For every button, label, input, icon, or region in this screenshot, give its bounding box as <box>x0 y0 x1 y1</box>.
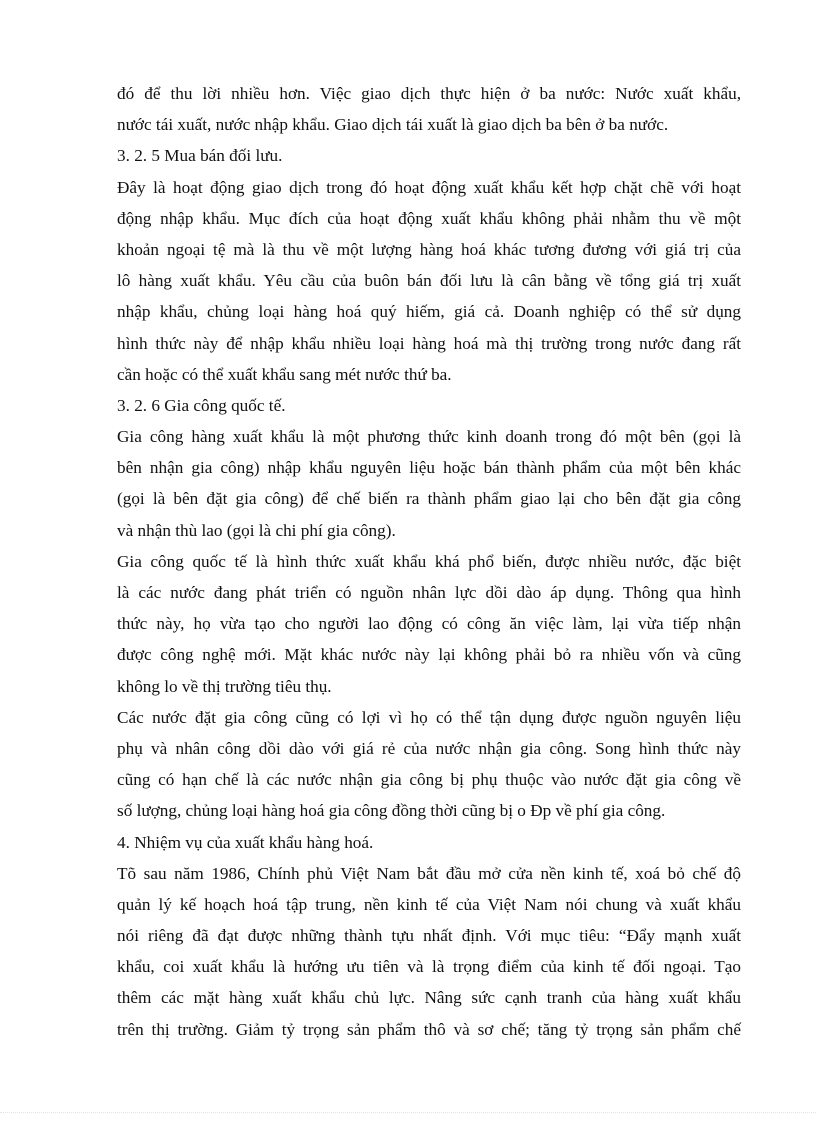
text-line: Tõ sau năm 1986, Chính phủ Việt Nam bắt đầu mở cửa nền kinh tế, xoá bỏ chế độ <box>117 863 741 883</box>
text-line: nói riêng đã đạt được những thành tựu nhất định. Với mục tiêu: “Đẩy mạnh xuất <box>117 926 741 946</box>
text-line: thức này, họ vừa tạo cho người lao động có công ăn việc làm, lại vừa tiếp nhận <box>117 614 741 634</box>
body-paragraph <box>117 546 741 702</box>
text-line: quản lý kế hoạch hoá tập trung, nền kinh tế của Việt Nam nói chung và xuất khẩu <box>117 894 741 914</box>
text-line: là các nước đang phát triển có nguồn nhân lực dồi dào áp dụng. Thông qua hình <box>117 583 741 602</box>
text-line: khoản ngoại tệ mà là thu về một lượng hàng hoá khác tương đương với giá trị của <box>117 239 741 259</box>
text-line: 3. 2. 5 Mua bán đối lưu. <box>117 146 283 166</box>
text-line: (gọi là bên đặt gia công) để chế biến ra thành phẩm giao lại cho bên đặt gia công <box>117 489 741 509</box>
text-line: cần hoặc có thể xuất khẩu sang mét nước thứ ba. <box>117 364 452 384</box>
text-line: động nhập khẩu. Mục đích của hoạt động xuất khẩu không phải nhằm thu về một <box>117 208 741 228</box>
text-line: 3. 2. 6 Gia công quốc tế. <box>117 395 286 415</box>
text-line: khẩu, coi xuất khẩu là hướng ưu tiên và là trọng điểm của kinh tế đối ngoại. Tạo <box>117 957 741 977</box>
section-heading <box>117 140 741 171</box>
text-line: Gia công hàng xuất khẩu là một phương thức kinh doanh trong đó một bên (gọi là <box>117 427 741 447</box>
text-line: đó để thu lời nhiều hơn. Việc giao dịch thực hiện ở ba nước: Nước xuất khẩu, <box>117 84 741 103</box>
text-line: bên nhận gia công) nhập khẩu nguyên liệu hoặc bán thành phẩm của một bên khác <box>117 458 741 478</box>
page-bottom-divider <box>0 1112 816 1113</box>
text-line: Đây là hoạt động giao dịch trong đó hoạt động xuất khẩu kết hợp chặt chẽ với hoạt <box>117 177 741 197</box>
text-line: hình thức này để nhập khẩu nhiều loại hàng hoá mà thị trường trong nước đang rất <box>117 333 741 353</box>
body-paragraph <box>117 172 741 390</box>
text-line: lô hàng xuất khẩu. Yêu cầu của buôn bán đối lưu là cân bằng về tổng giá trị xuất <box>117 271 741 291</box>
text-line: phụ và nhân công dồi dào với giá rẻ của nước nhận gia công. Song hình thức này <box>117 738 741 758</box>
text-line: Các nước đặt gia công cũng có lợi vì họ có thể tận dụng được nguồn nguyên liệu <box>117 707 741 727</box>
body-paragraph <box>117 858 741 1045</box>
text-line: nước tái xuất, nước nhập khẩu. Giao dịch tái xuất là giao dịch ba bên ở ba nước. <box>117 115 669 135</box>
section-heading <box>117 390 741 421</box>
text-line: Gia công quốc tế là hình thức xuất khẩu khá phổ biến, được nhiều nước, đặc biệt <box>117 551 741 571</box>
text-line: và nhận thù lao (gọi là chi phí gia công). <box>117 520 396 540</box>
text-line: được công nghệ mới. Mặt khác nước này lại không phải bỏ ra nhiều vốn và cũng <box>117 645 741 665</box>
text-line: cũng có hạn chế là các nước nhận gia công bị phụ thuộc vào nước đặt gia công về <box>117 770 741 790</box>
text-line: không lo về thị trường tiêu thụ. <box>117 676 332 696</box>
body-paragraph <box>117 702 741 827</box>
body-paragraph <box>117 78 741 140</box>
text-line: số lượng, chủng loại hàng hoá gia công đồng thời cũng bị o Đp về phí gia công. <box>117 801 666 821</box>
text-line: 4. Nhiệm vụ của xuất khẩu hàng hoá. <box>117 832 374 852</box>
text-line: nhập khẩu, chủng loại hàng hoá quý hiếm, giá cả. Doanh nghiệp có thể sử dụng <box>117 302 741 322</box>
document-page <box>117 78 741 1045</box>
section-heading <box>117 827 741 858</box>
text-line: trên thị trường. Giảm tỷ trọng sản phẩm thô và sơ chế; tăng tỷ trọng sản phẩm chế <box>117 1019 741 1039</box>
text-line: thêm các mặt hàng xuất khẩu chủ lực. Nâng sức cạnh tranh của hàng xuất khẩu <box>117 988 741 1008</box>
body-paragraph <box>117 421 741 546</box>
